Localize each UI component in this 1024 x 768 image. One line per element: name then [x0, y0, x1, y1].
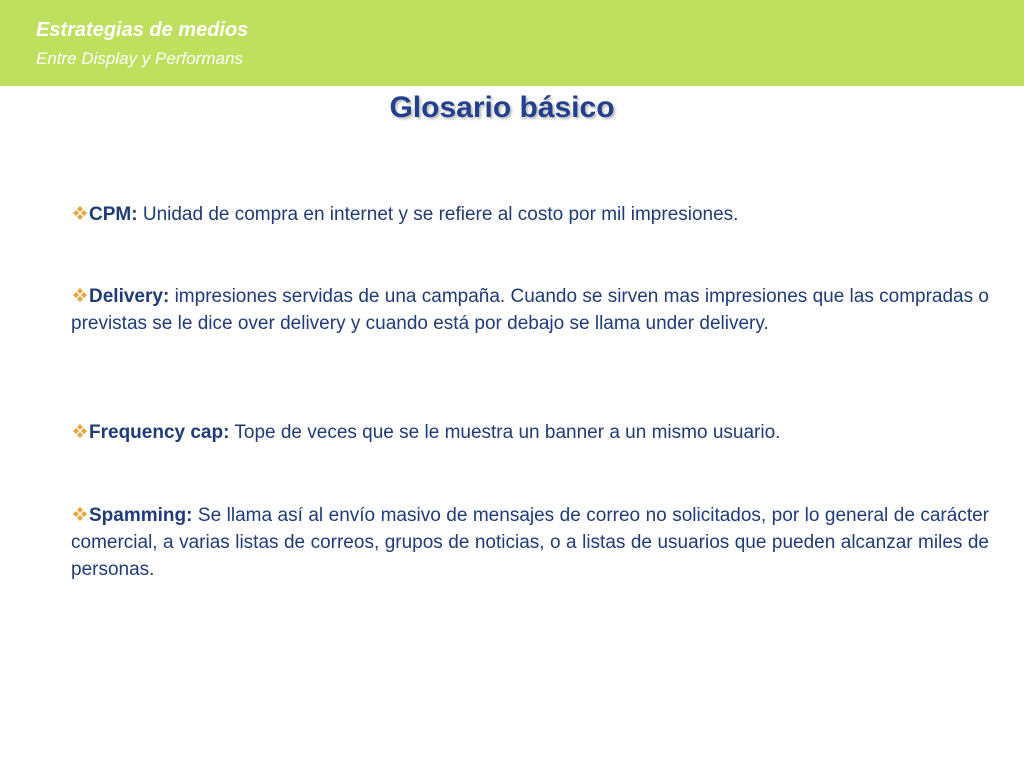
- glossary-definition: Unidad de compra en internet y se refiere al costo por mil impresiones.: [137, 204, 739, 225]
- header-title: Estrategias de medios: [36, 19, 249, 41]
- slide-title: Glosario básico: [389, 91, 615, 124]
- header-band: [0, 0, 1024, 86]
- diamond-quad-bullet-icon: [71, 284, 89, 300]
- glossary-definition: Se llama así al envío masivo de mensajes de correo no solicitados, por lo general de carácter comercial, a varias listas de correos, grupos de noticias, o a listas de usuarios que pueden alcanzar miles de personas.: [71, 505, 989, 580]
- glossary-definition: Tope de veces que se le muestra un banner a un mismo usuario.: [229, 422, 781, 443]
- diamond-quad-bullet-icon: [71, 420, 89, 436]
- glossary-entry-spamming: [71, 502, 989, 583]
- glossary-term: Spamming:: [89, 505, 193, 526]
- glossary-entry-delivery: [71, 283, 989, 337]
- glossary-term: CPM:: [89, 204, 138, 225]
- glossary-definition: impresiones servidas de una campaña. Cuando se sirven mas impresiones que las compradas o previstas se le dice over delivery y cuando está por debajo se llama under delivery.: [71, 286, 989, 334]
- glossary-term: Delivery:: [89, 286, 170, 307]
- glossary-entry-cpm: [71, 201, 989, 228]
- diamond-quad-bullet-icon: [71, 503, 89, 519]
- header-subtitle: Entre Display y Performans: [36, 49, 243, 68]
- glossary-term: Frequency cap:: [89, 422, 230, 443]
- glossary-entry-frequency-cap: [71, 419, 989, 446]
- diamond-quad-bullet-icon: [71, 202, 89, 218]
